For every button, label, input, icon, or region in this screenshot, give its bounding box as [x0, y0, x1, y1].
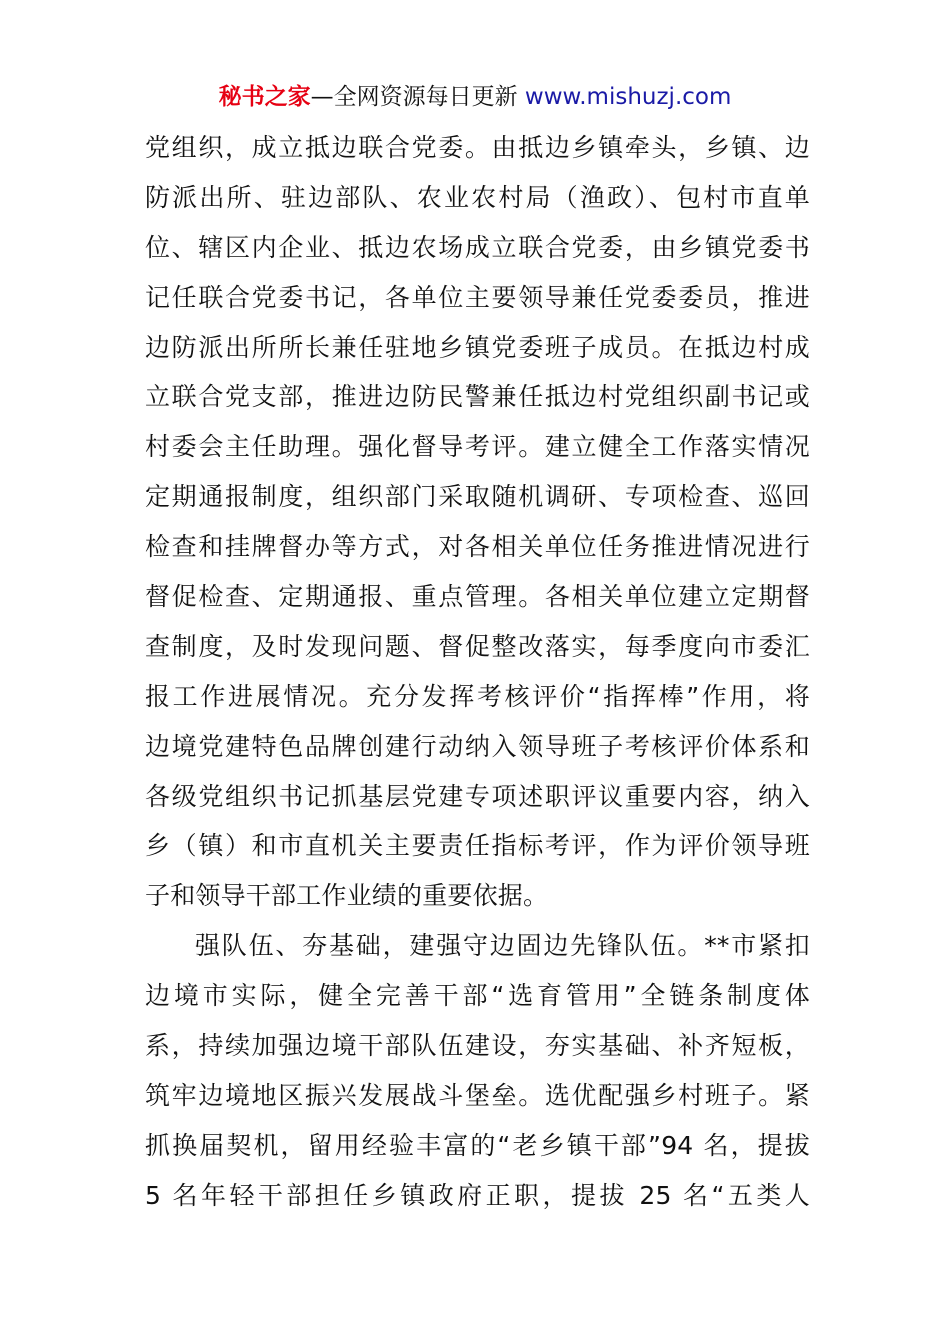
site-url-link[interactable]: www.mishuzj.com	[524, 84, 732, 110]
text-line: 抓换届契机，留用经验丰富的“老乡镇干部”94 名，提拔	[145, 1130, 810, 1160]
text-line: 系，持续加强边境干部队伍建设，夯实基础、补齐短板，	[145, 1031, 810, 1061]
text-line: 查制度，及时发现问题、督促整改落实，每季度向市委汇	[145, 631, 810, 661]
text-line: 记任联合党委书记，各单位主要领导兼任党委委员，推进	[145, 282, 810, 312]
text-line: 边境市实际，健全完善干部“选育管用”全链条制度体	[145, 981, 810, 1011]
text-line: 位、辖区内企业、抵边农场成立联合党委，由乡镇党委书	[145, 232, 810, 262]
site-header	[0, 80, 950, 114]
text-line: 乡（镇）和市直机关主要责任指标考评，作为评价领导班	[145, 831, 810, 861]
text-line: 村委会主任助理。强化督导考评。建立健全工作落实情况	[145, 432, 810, 462]
text-line: 各级党组织书记抓基层党建专项述职评议重要内容，纳入	[145, 781, 810, 811]
text-line: 报工作进展情况。充分发挥考核评价“指挥棒”作用，将	[145, 681, 810, 711]
text-line: 边防派出所所长兼任驻地乡镇党委班子成员。在抵边村成	[145, 332, 810, 362]
text-line: 督促检查、定期通报、重点管理。各相关单位建立定期督	[145, 582, 810, 612]
paragraph-end-line: 子和领导干部工作业绩的重要依据。	[145, 881, 549, 911]
text-line: 定期通报制度，组织部门采取随机调研、专项检查、巡回	[145, 482, 810, 512]
paragraph-heading-line: 强队伍、夯基础，建强守边固边先锋队伍。**市紧扣	[195, 931, 810, 961]
text-line: 立联合党支部，推进边防民警兼任抵边村党组织副书记或	[145, 382, 810, 412]
text-line: 筑牢边境地区振兴发展战斗堡垒。选优配强乡村班子。紧	[145, 1080, 810, 1110]
site-tagline: —全网资源每日更新	[310, 84, 525, 110]
text-line: 边境党建特色品牌创建行动纳入领导班子考核评价体系和	[145, 731, 810, 761]
text-line: 检查和挂牌督办等方式，对各相关单位任务推进情况进行	[145, 532, 810, 562]
document-body	[145, 123, 810, 1221]
text-line: 党组织，成立抵边联合党委。由抵边乡镇牵头，乡镇、边	[145, 133, 810, 162]
text-line: 防派出所、驻边部队、农业农村局（渔政）、包村市直单	[145, 182, 810, 212]
text-line: 5 名年轻干部担任乡镇政府正职，提拔 25 名“五类人	[145, 1180, 810, 1210]
site-brand: 秘书之家	[218, 84, 311, 110]
